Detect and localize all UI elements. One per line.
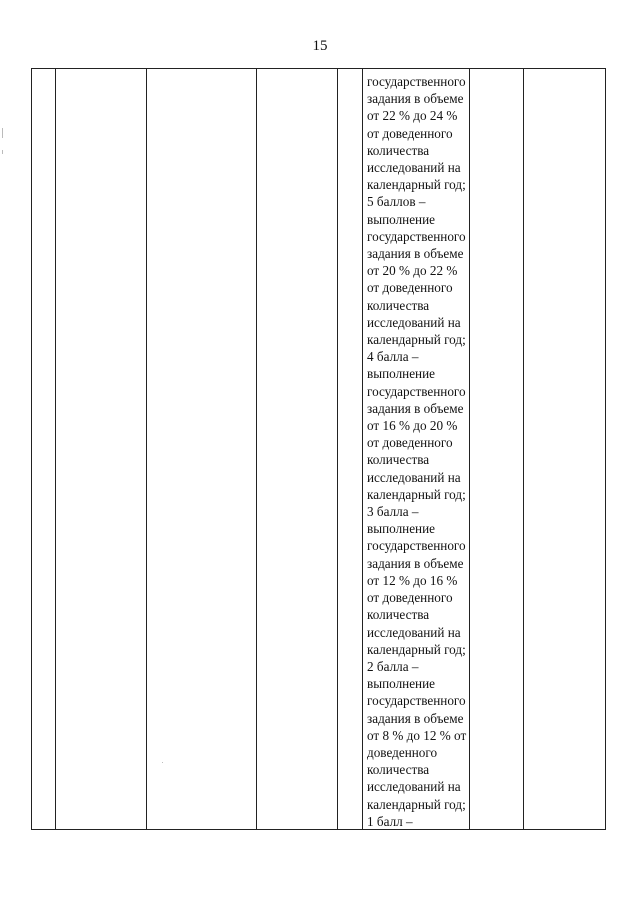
cell-text-line: 3 балла – <box>367 504 419 520</box>
page-number: 15 <box>312 38 328 54</box>
column-divider <box>362 69 363 829</box>
column-divider <box>523 69 524 829</box>
cell-text-line: календарный год; <box>367 486 466 502</box>
cell-text-line: задания в объеме <box>367 91 464 107</box>
column-divider <box>146 69 147 829</box>
cell-text-line: исследований на <box>367 779 461 795</box>
cell-text-line: выполнение <box>367 676 436 692</box>
cell-text-line: доведенного <box>367 744 438 760</box>
cell-text-line: исследований на <box>367 314 461 330</box>
cell-text-line: количества <box>367 452 430 468</box>
cell-text-line: от доведенного <box>367 125 453 141</box>
scan-artifact <box>2 150 3 154</box>
cell-text-line: исследований на <box>367 624 461 640</box>
cell-text-line: от 20 % до 22 % <box>367 263 458 279</box>
cell-text-line: государственного <box>367 74 466 89</box>
cell-text-line: 1 балл – <box>367 813 413 829</box>
cell-text-line: 4 балла – <box>367 349 419 365</box>
column-divider <box>256 69 257 829</box>
cell-text-line: количества <box>367 607 430 623</box>
cell-text-line: от 12 % до 16 % <box>367 572 458 588</box>
cell-text-line: задания в объеме <box>367 246 464 262</box>
cell-text-line: выполнение <box>367 521 436 537</box>
cell-text-line: 2 балла – <box>367 658 419 674</box>
cell-text-line: от 22 % до 24 % <box>367 108 458 124</box>
cell-text-line: государственного <box>367 383 466 399</box>
criteria-cell-text <box>367 73 470 830</box>
cell-text-line: количества <box>367 297 430 313</box>
cell-text-line: календарный год; <box>367 332 466 348</box>
cell-text-line: от доведенного <box>367 590 453 606</box>
cell-text-line: календарный год; <box>367 641 466 657</box>
cell-text-line: от доведенного <box>367 435 453 451</box>
cell-text-line: количества <box>367 142 430 158</box>
column-divider <box>55 69 56 829</box>
cell-text-line: от доведенного <box>367 280 453 296</box>
cell-text-line: календарный год; <box>367 796 466 812</box>
cell-text-line: календарный год; <box>367 177 466 193</box>
scan-artifact <box>2 128 3 138</box>
cell-text-line: задания в объеме <box>367 710 464 726</box>
criteria-table <box>31 68 606 830</box>
cell-text-line: от 16 % до 20 % <box>367 418 458 434</box>
column-divider <box>337 69 338 829</box>
cell-text-line: задания в объеме <box>367 555 464 571</box>
cell-text-line: выполнение <box>367 366 436 382</box>
cell-text-line: государственного <box>367 693 466 709</box>
cell-text-line: задания в объеме <box>367 400 464 416</box>
cell-text-line: выполнение <box>367 211 436 227</box>
cell-text-line: исследований на <box>367 160 461 176</box>
cell-text-line: государственного <box>367 228 466 244</box>
cell-text-line: от 8 % до 12 % от <box>367 727 467 743</box>
cell-text-line: 5 баллов – <box>367 194 426 210</box>
scan-speck <box>162 762 163 763</box>
cell-text-line: количества <box>367 762 430 778</box>
cell-text-line: исследований на <box>367 469 461 485</box>
cell-text-line: государственного <box>367 538 466 554</box>
